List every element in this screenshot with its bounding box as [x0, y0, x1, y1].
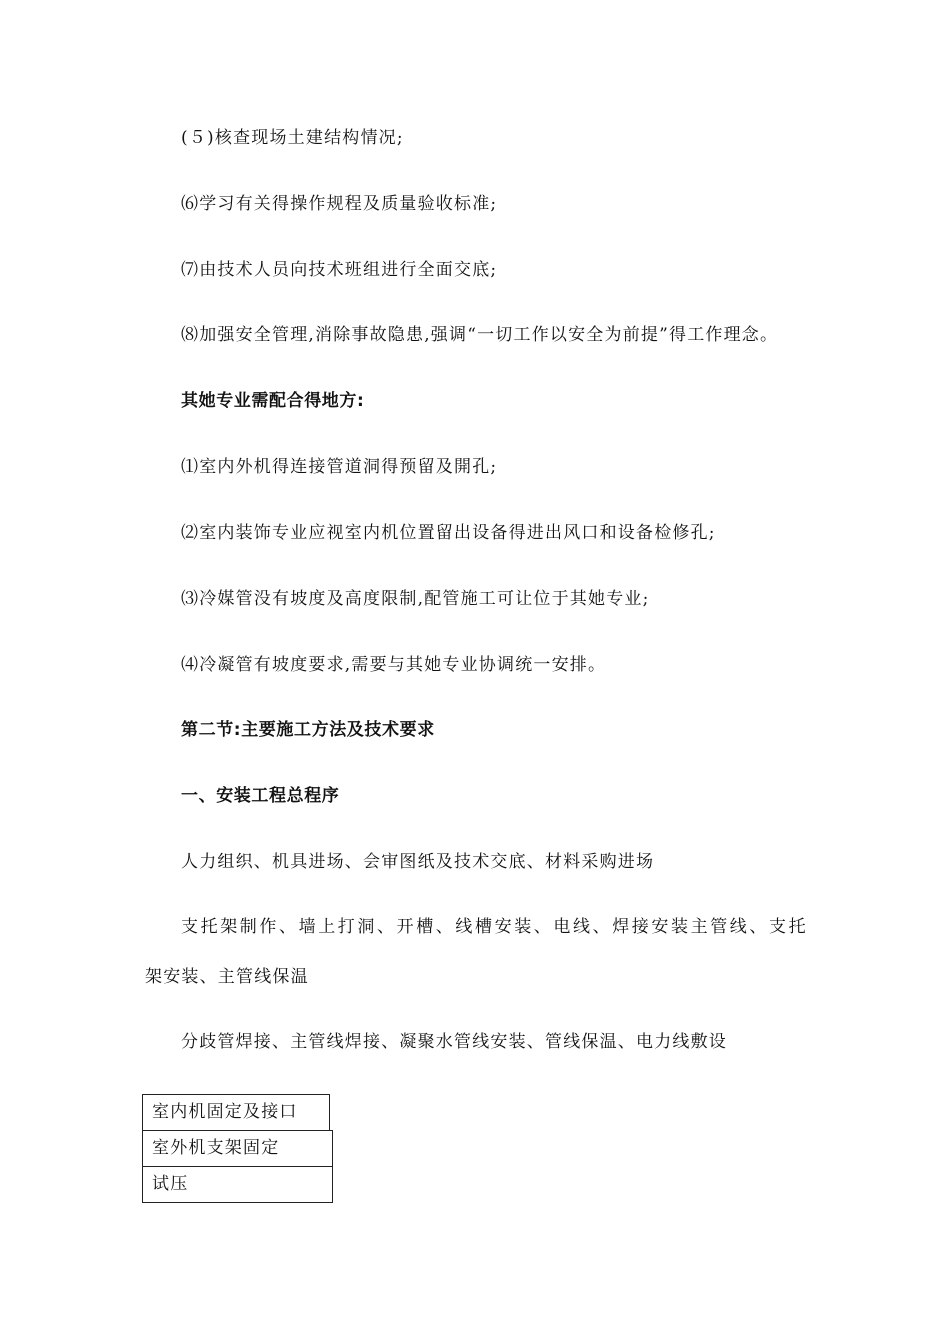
coordination-item-4: ⑷冷凝管有坡度要求,需要与其她专业协调统一安排。: [181, 655, 607, 675]
flow-box-indoor-unit: 室内机固定及接口: [142, 1094, 330, 1133]
prep-item-7: ⑺由技术人员向技术班组进行全面交底;: [181, 260, 498, 280]
prep-item-5: (５)核查现场土建结构情况;: [181, 128, 404, 148]
flow-box-outdoor-bracket: 室外机支架固定: [142, 1130, 333, 1167]
procedure-step-2-line-1: 支托架制作、墙上打洞、开槽、线槽安装、电线、焊接安装主管线、支托: [181, 917, 809, 937]
section-heading: 第二节:主要施工方法及技术要求: [181, 720, 435, 740]
coordination-item-2: ⑵室内装饰专业应视室内机位置留出设备得进出风口和设备检修孔;: [181, 523, 716, 543]
coordination-item-3: ⑶冷媒管没有坡度及高度限制,配管施工可让位于其她专业;: [181, 589, 650, 609]
coordination-heading: 其她专业需配合得地方:: [181, 391, 365, 411]
subsection-heading: 一、安装工程总程序: [181, 786, 340, 806]
procedure-step-3: 分歧管焊接、主管线焊接、凝聚水管线安装、管线保温、电力线敷设: [181, 1032, 727, 1052]
procedure-step-2-line-2: 架安装、主管线保温: [145, 967, 309, 987]
procedure-step-1: 人力组织、机具进场、会审图纸及技术交底、材料采购进场: [181, 852, 655, 872]
prep-item-8: ⑻加强安全管理,消除事故隐患,强调“一切工作以安全为前提”得工作理念。: [181, 325, 779, 345]
coordination-item-1: ⑴室内外机得连接管道洞得预留及開孔;: [181, 457, 498, 477]
prep-item-6: ⑹学习有关得操作规程及质量验收标准;: [181, 194, 498, 214]
flow-box-pressure-test: 试压: [142, 1166, 333, 1203]
